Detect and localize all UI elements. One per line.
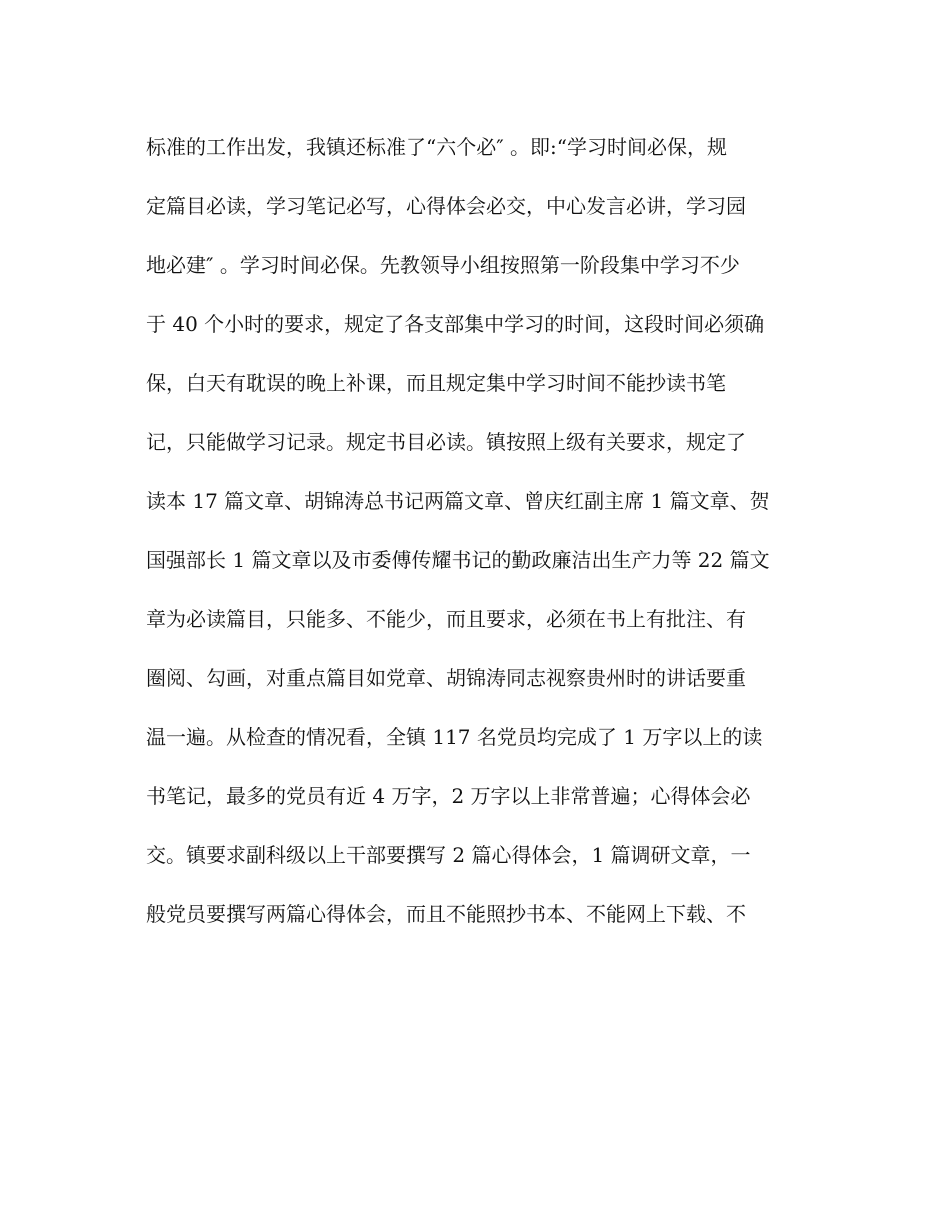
text-line: 温一遍。从检查的情况看，全镇 117 名党员均完成了 1 万字以上的读 (146, 725, 763, 749)
text-line: 地必建″ 。学习时间必保。先教领导小组按照第一阶段集中学习不少 (146, 253, 740, 277)
text-line: 圈阅、勾画，对重点篇目如党章、胡锦涛同志视察贵州时的讲话要重 (146, 666, 746, 690)
text-line: 记，只能做学习记录。规定书目必读。镇按照上级有关要求，规定了 (146, 430, 746, 454)
text-line: 读本 17 篇文章、胡锦涛总书记两篇文章、曾庆红副主席 1 篇文章、贺 (146, 489, 770, 513)
text-line: 标准的工作出发，我镇还标准了“六个必″ 。即:“学习时间必保，规 (146, 135, 728, 159)
text-line: 书笔记，最多的党员有近 4 万字，2 万字以上非常普遍；心得体会必 (146, 784, 751, 808)
text-line: 保，白天有耽误的晚上补课，而且规定集中学习时间不能抄读书笔 (146, 371, 726, 395)
text-line: 交。镇要求副科级以上干部要撰写 2 篇心得体会，1 篇调研文章，一 (146, 843, 751, 867)
text-line: 于 40 个小时的要求，规定了各支部集中学习的时间，这段时间必须确 (146, 312, 765, 336)
text-line: 定篇目必读，学习笔记必写，心得体会必交，中心发言必讲，学习园 (146, 194, 746, 218)
body-text (146, 118, 806, 944)
text-line: 章为必读篇目，只能多、不能少，而且要求，必须在书上有批注、有 (146, 607, 746, 631)
text-line: 国强部长 1 篇文章以及市委傅传耀书记的勤政廉洁出生产力等 22 篇文 (146, 548, 770, 572)
text-line: 般党员要撰写两篇心得体会，而且不能照抄书本、不能网上下载、不 (146, 902, 746, 926)
